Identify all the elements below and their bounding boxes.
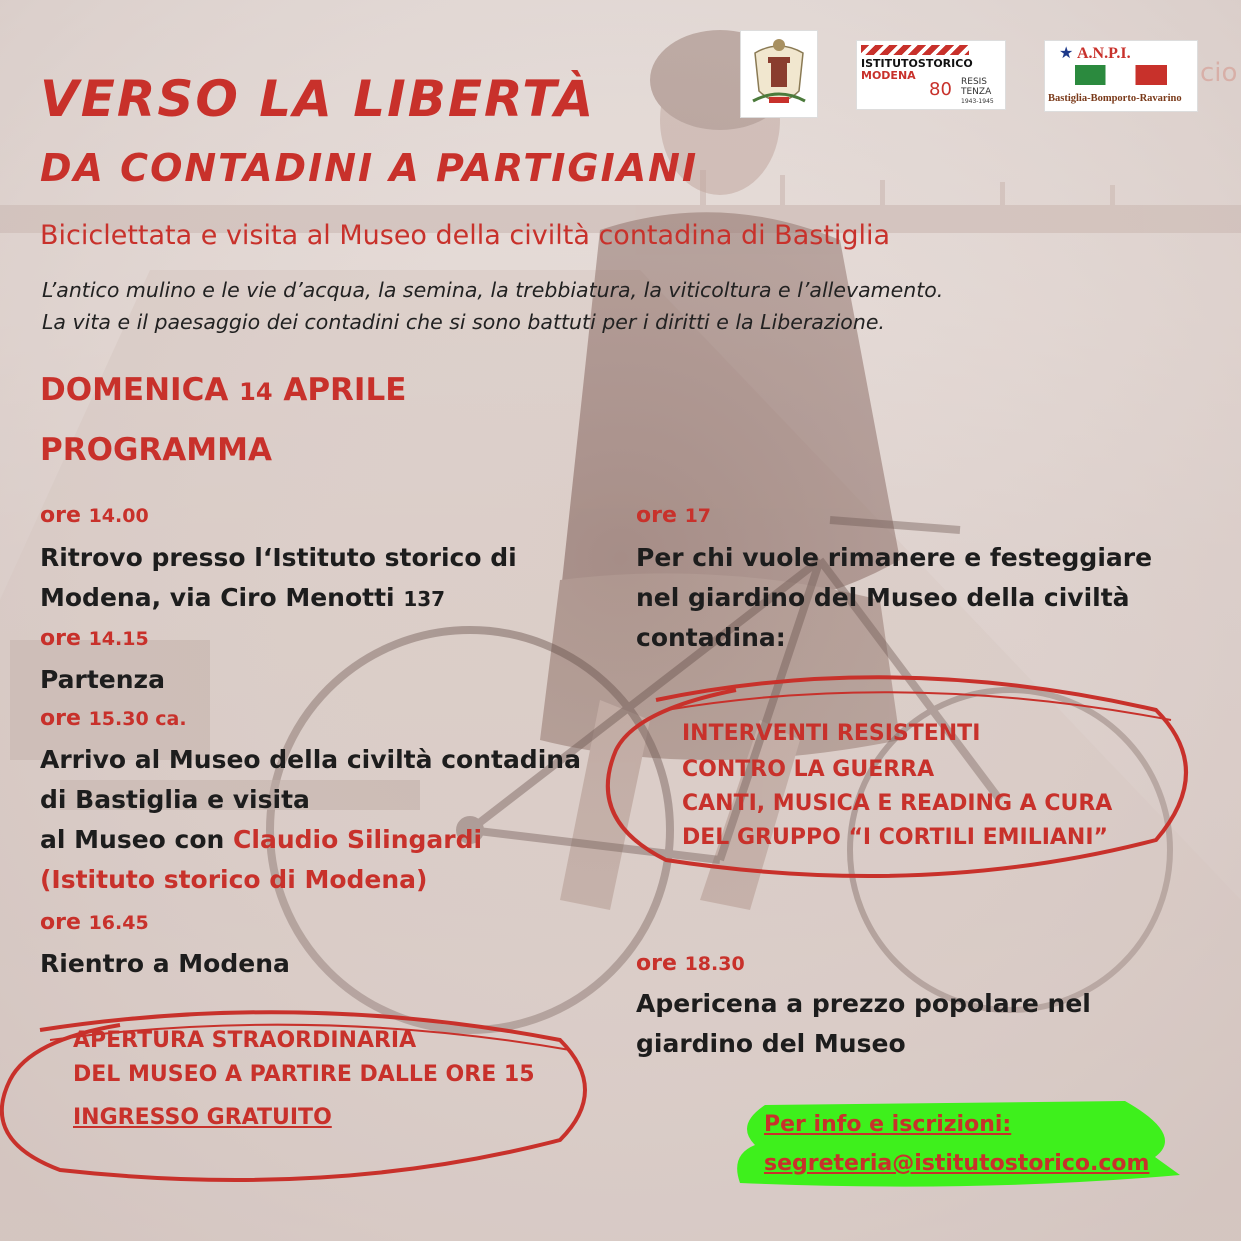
anpi-star-icon: ★ [1059, 43, 1074, 62]
left-time-1: ore 14.00 [40, 503, 149, 528]
date-day: 14 [239, 378, 273, 406]
right-highlight-2: CONTRO LA GUERRA [682, 757, 935, 782]
right-highlight-4: DEL GRUPPO “I CORTILI EMILIANI” [682, 825, 1108, 850]
istituto-bottom-text: MODENA [861, 69, 916, 82]
right-time-1: ore 17 [636, 503, 712, 528]
guide-name: Claudio Silingardi [233, 825, 483, 854]
subtitle: Biciclettata e visita al Museo della civiltà contadina di Bastiglia [40, 220, 891, 251]
right-desc-1: Per chi vuole rimanere e festeggiare nel giardino del Museo della civiltà contadina: [636, 543, 1153, 652]
comune-logo [740, 30, 818, 118]
intro-line2: La vita e il paesaggio dei contadini che si sono battuti per i diritti e la Liberazione. [42, 310, 885, 334]
anpi-subtitle: Bastiglia-Bomporto-Ravarino [1048, 93, 1182, 104]
event-date [40, 372, 406, 408]
anpi-flag-icon [1075, 65, 1167, 85]
partial-logo: cio [1200, 58, 1238, 88]
left-highlight-3: INGRESSO GRATUITO [73, 1105, 332, 1130]
left-desc-1: Ritrovo presso l‘Istituto storico di Modena, via Ciro Menotti 137 [40, 543, 517, 612]
title-line2: DA CONTADINI A PARTIGIANI [40, 146, 699, 190]
resistenza-years: 1943-1945 [961, 98, 994, 105]
info-label: Per info e iscrizioni: [764, 1112, 1012, 1137]
date-month: APRILE [283, 372, 407, 408]
left-time-2: ore 14.15 [40, 626, 149, 651]
resistenza-text2: TENZA [961, 87, 992, 97]
left-highlight-2: DEL MUSEO A PARTIRE DALLE ORE 15 [73, 1062, 535, 1087]
right-desc-2: Apericena a prezzo popolare nel giardino del Museo [636, 989, 1091, 1058]
anpi-logo [1044, 40, 1198, 112]
date-label: DOMENICA [40, 372, 229, 408]
istituto-storico-logo [856, 40, 1006, 110]
anpi-title: A.N.P.I. [1077, 45, 1131, 62]
left-desc-2: Partenza [40, 665, 165, 694]
resistenza-text1: RESIS [961, 77, 988, 87]
right-time-2: ore 18.30 [636, 951, 745, 976]
left-desc-3: Arrivo al Museo della civiltà contadina di Bastiglia e visita al Museo con Claudio Silingardi (Istituto storico di Modena) [40, 745, 581, 894]
info-highlight-shape [725, 1095, 1195, 1195]
left-time-4: ore 16.45 [40, 910, 149, 935]
resistenza-mark: 80 [929, 79, 952, 100]
left-highlight-1: APERTURA STRAORDINARIA [73, 1028, 417, 1053]
right-highlight-3: CANTI, MUSICA E READING A CURA [682, 791, 1113, 816]
stripes-icon [861, 45, 969, 55]
right-highlight-1: INTERVENTI RESISTENTI [682, 721, 981, 746]
info-email-link[interactable]: segreteria@istitutostorico.com [764, 1151, 1150, 1176]
left-desc-4: Rientro a Modena [40, 949, 290, 978]
coat-of-arms-icon [741, 31, 817, 117]
istituto-top-text: ISTITUTOSTORICO [861, 57, 973, 70]
program-heading: PROGRAMMA [40, 432, 272, 468]
intro-line1: L’antico mulino e le vie d’acqua, la semina, la trebbiatura, la viticoltura e l’allevamento. [42, 278, 944, 302]
left-time-3: ore 15.30 ca. [40, 706, 187, 731]
title-line1: VERSO LA LIBERTÀ [40, 70, 596, 128]
